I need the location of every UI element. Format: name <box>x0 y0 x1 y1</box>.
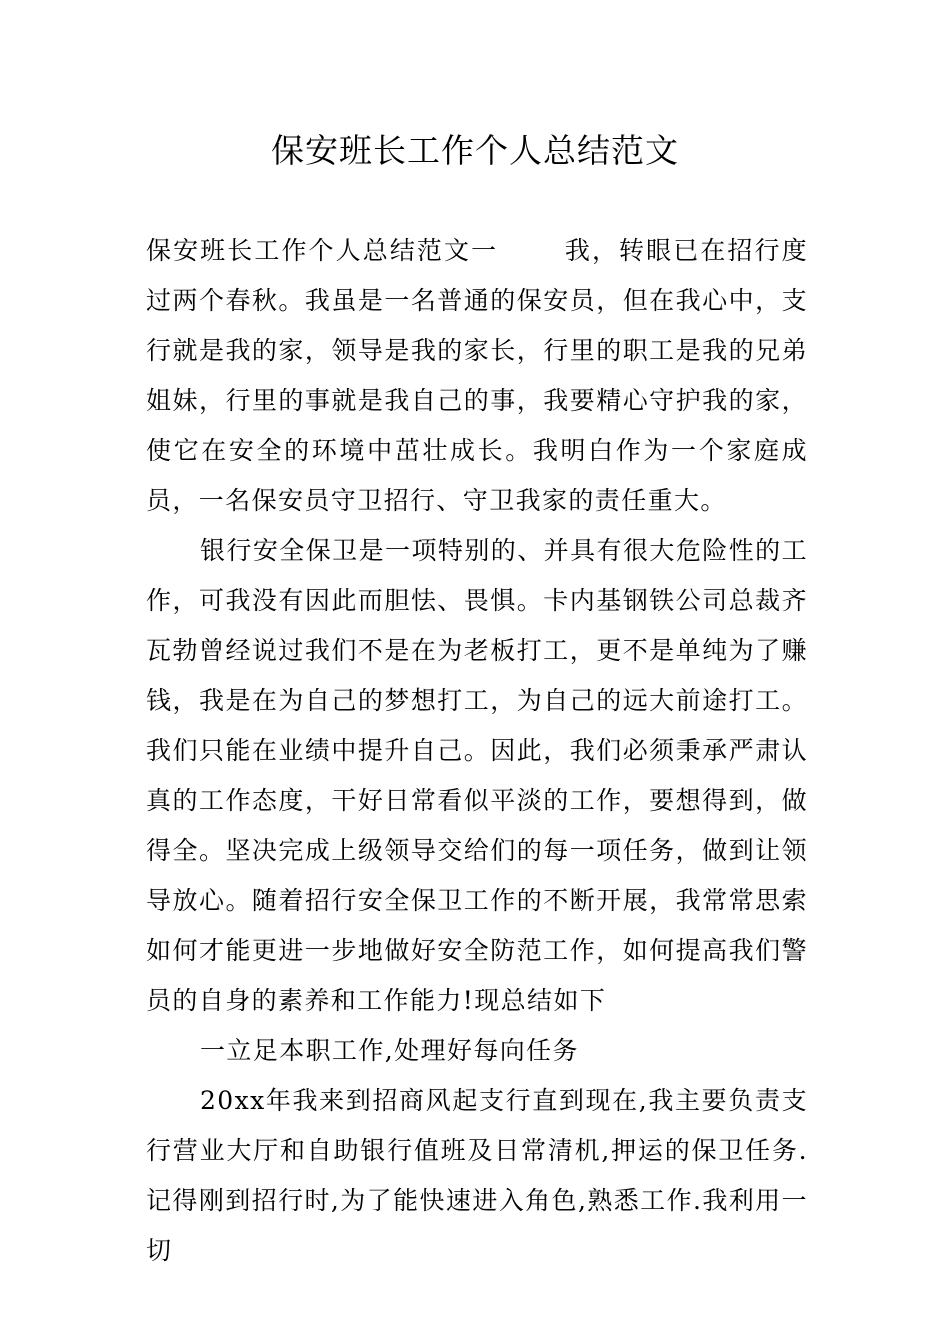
paragraph-intro <box>146 226 808 526</box>
document-body <box>146 226 808 1276</box>
document-title: 保安班长工作个人总结范文 <box>271 131 679 170</box>
section-heading-inline: 保安班长工作个人总结范文一 <box>146 236 499 265</box>
paragraph-work-history: 20xx年我来到招商风起支行直到现在,我主要负责支行营业大厅和自助银行值班及日常清机,押运的保卫任务.记得刚到招行时,为了能快速进入角色,熟悉工作.我利用一切 <box>146 1086 808 1265</box>
paragraph-intro-text: 我，转眼已在招行度过两个春秋。我虽是一名普通的保安员，但在我心中，支行就是我的家，领导是我的家长，行里的职工是我的兄弟姐妹，行里的事就是我自己的事，我要精心守护我的家，使它在安全的环境中茁壮成长。我明白作为一个家庭成员，一名保安员守卫招行、守卫我家的责任重大。 <box>146 236 809 515</box>
paragraph-bank-security: 银行安全保卫是一项特别的、并具有很大危险性的工作，可我没有因此而胆怯、畏惧。卡内基钢铁公司总裁齐瓦勃曾经说过我们不是在为老板打工，更不是单纯为了赚钱，我是在为自己的梦想打工，为自己的远大前途打工。我们只能在业绩中提升自己。因此，我们必须秉承严肃认真的工作态度，干好日常看似平淡的工作，要想得到，做得全。坚决完成上级领导交给们的每一项任务，做到让领导放心。随着招行安全保卫工作的不断开展，我常常思索如何才能更进一步地做好安全防范工作，如何提高我们警员的自身的素养和工作能力!现总结如下 <box>146 536 808 1015</box>
paragraph-subheading: 一立足本职工作,处理好每向任务 <box>200 1036 579 1065</box>
